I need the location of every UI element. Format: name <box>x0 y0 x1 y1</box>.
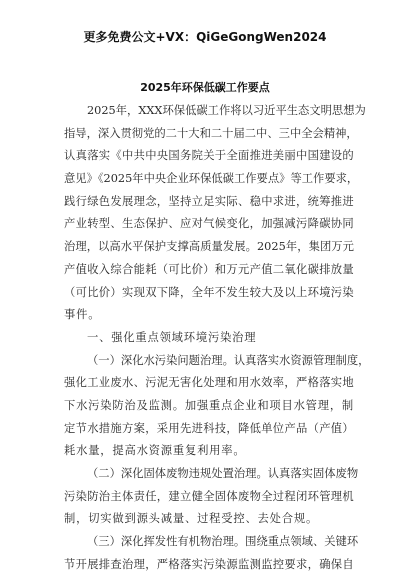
document-title: 2025年环保低碳工作要点 <box>140 81 270 94</box>
paragraph-line: 事件。 <box>64 308 101 322</box>
paragraph-line: 下水污染防治及监测。加强重点企业和项目水管理，制 <box>64 398 354 412</box>
paragraph-line: 污染防治主体责任，建立健全固体废物全过程闭环管理机 <box>64 489 354 503</box>
paragraph-line: 2025年，XXX环保低碳工作将以习近平生态文明思想为 <box>87 104 366 117</box>
paragraph-line: 意见》《2025年中央企业环保低碳工作要点》等工作要求， <box>64 172 359 186</box>
paragraph-line: 强化工业废水、污泥无害化处理和用水效率，严格落实地 <box>64 376 354 390</box>
paragraph-line: 指导，深入贯彻党的二十大和二十届二中、三中全会精神， <box>64 126 358 140</box>
section-heading: 一、强化重点领域环境污染治理 <box>87 330 257 344</box>
paragraph-line: （二）深化固体废物违规处置治理。认真落实固体废物 <box>87 467 359 480</box>
paragraph-line: 制，切实做到源头减量、过程受控、去处合规。 <box>64 512 319 526</box>
paragraph-line: 产业转型、生态保护、应对气候变化，加强减污降碳协同 <box>64 217 354 231</box>
promo-header: 更多免费公文+VX：QiGeGongWen2024 <box>83 30 327 44</box>
paragraph-line: 节开展排查治理，严格落实污染源监测监控要求，确保自 <box>64 557 354 571</box>
paragraph-line: 产值收入综合能耗（可比价）和万元产值二氧化碳排放量 <box>64 262 354 276</box>
paragraph-line: 定节水措施方案，采用先进科技，降低单位产品（产值） <box>64 421 354 435</box>
paragraph-line: （三）深化挥发性有机物治理。围绕重点领域、关键环 <box>87 535 359 549</box>
paragraph-line: 治理，以高水平保护支撑高质量发展。2025年，集团万元 <box>64 240 354 254</box>
paragraph-line: （一）深化水污染问题治理。认真落实水资源管理制度， <box>87 353 370 367</box>
paragraph-line: （可比价）实现双下降，全年不发生较大及以上环境污染 <box>64 285 354 299</box>
document-body <box>64 100 370 576</box>
paragraph-line: 耗水量，提高水资源重复利用率。 <box>64 444 246 458</box>
paragraph-line: 认真落实《中共中央国务院关于全面推进美丽中国建设的 <box>64 149 354 163</box>
paragraph-line: 践行绿色发展理念，坚持立足实际、稳中求进，统筹推进 <box>64 194 354 208</box>
